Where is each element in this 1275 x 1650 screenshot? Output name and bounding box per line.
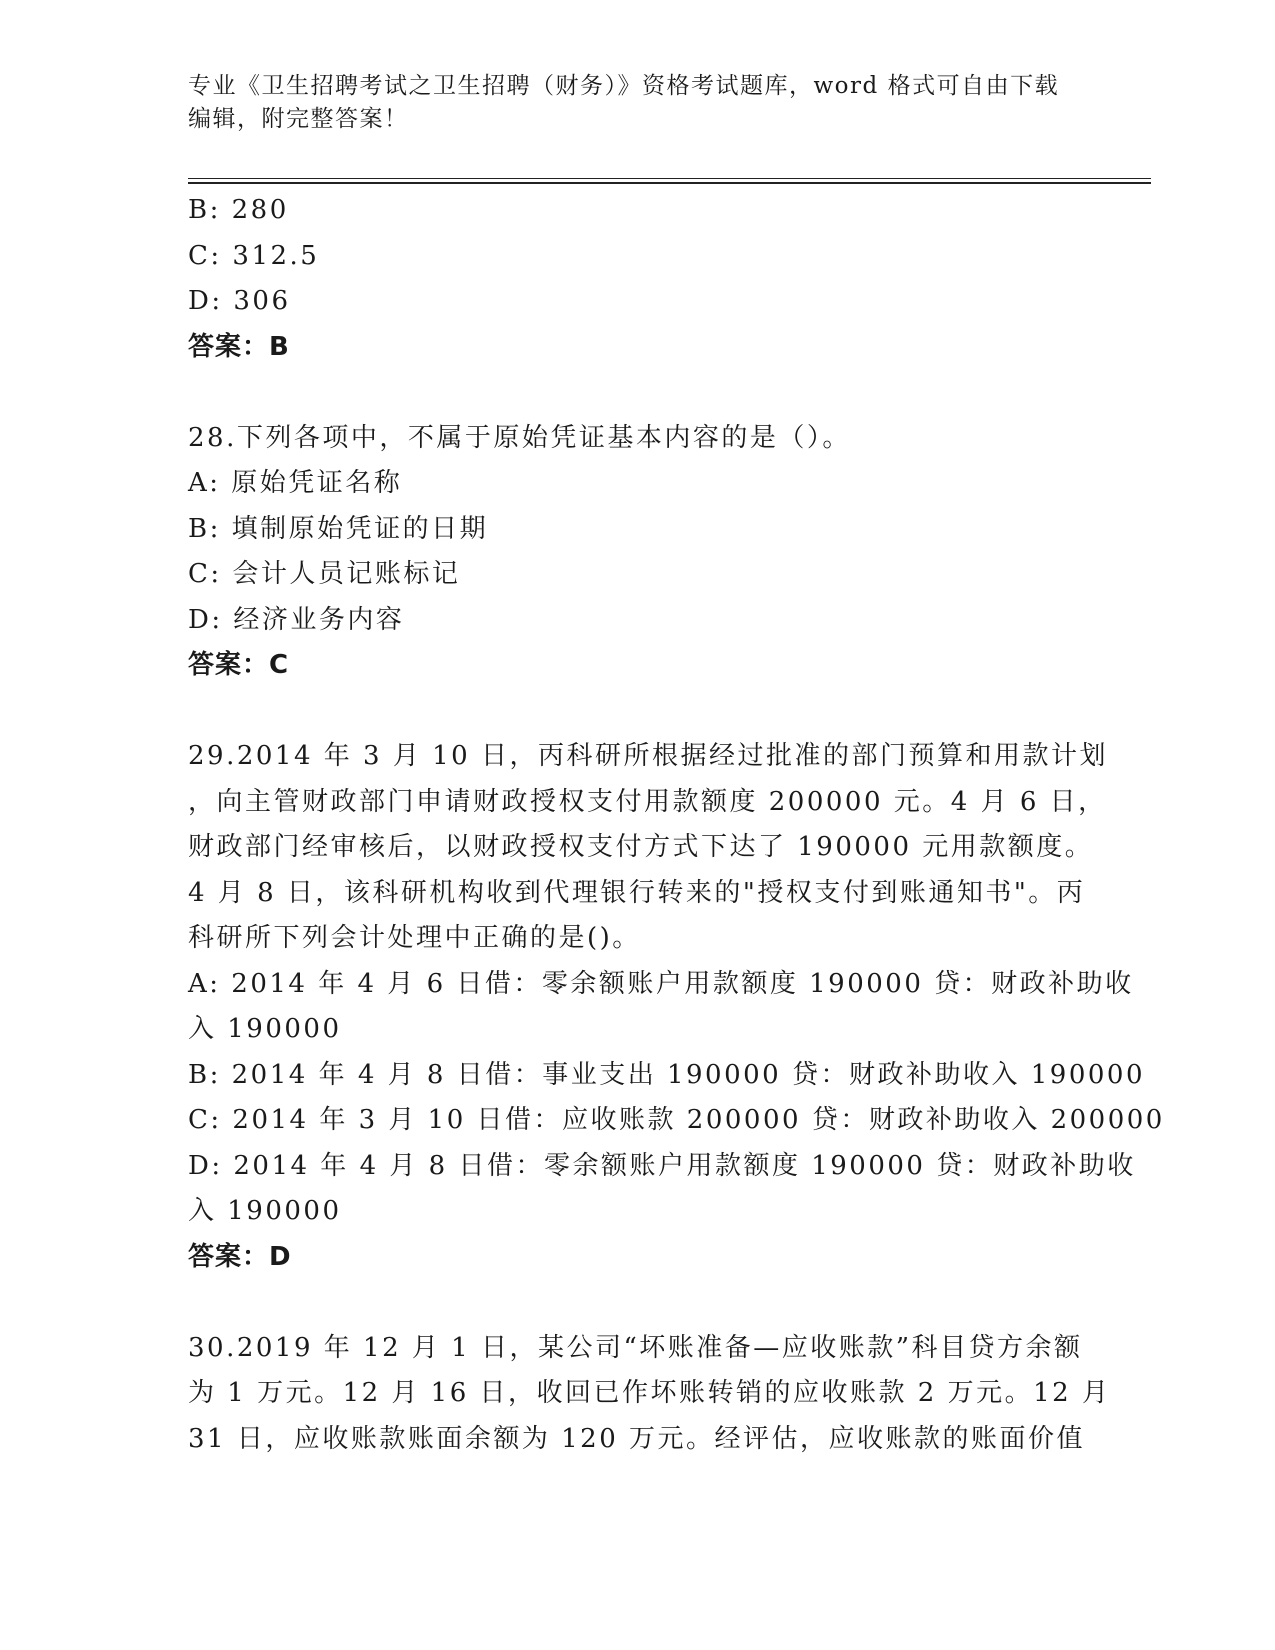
option-b: B: 填制原始凭证的日期: [188, 513, 489, 544]
question-stem-line: 财政部门经审核后，以财政授权支付方式下达了 190000 元用款额度。: [188, 832, 1094, 862]
answer-label: 答案：D: [188, 1241, 292, 1272]
option-d-line: D: 2014 年 4 月 8 日借：零余额账户用款额度 190000 贷：财政补助收: [188, 1150, 1136, 1181]
document-body: [188, 188, 1165, 1462]
option-d: D: 经济业务内容: [188, 604, 405, 635]
option-c: C: 会计人员记账标记: [188, 559, 461, 589]
option-d: D: 306: [188, 286, 291, 316]
question-28: [188, 416, 1088, 689]
option-c: C: 312.5: [188, 240, 320, 271]
question-29: [188, 734, 1165, 1280]
header-rule-thin: [188, 178, 1151, 179]
question-stem-line: 为 1 万元。12 月 16 日，收回已作坏账转销的应收账款 2 万元。12 月: [188, 1378, 1111, 1408]
option-a: A: 原始凭证名称: [188, 468, 403, 498]
spacer: [188, 1280, 1088, 1326]
option-b: B: 2014 年 4 月 8 日借：事业支出 190000 贷：财政补助收入 190000: [188, 1059, 1146, 1090]
question-stem-line: 科研所下列会计处理中正确的是()。: [188, 923, 641, 953]
header-line-2: 编辑，附完整答案！: [188, 106, 409, 132]
question-stem: 28.下列各项中，不属于原始凭证基本内容的是（）。: [188, 422, 851, 453]
question-stem-line: 4 月 8 日，该科研机构收到代理银行转来的"授权支付到账通知书"。丙: [188, 877, 1086, 908]
header-line-1: 专业《卫生招聘考试之卫生招聘（财务）》资格考试题库，word 格式可自由下载: [188, 73, 1060, 99]
answer-label: 答案：B: [188, 331, 290, 362]
question-27-tail: [188, 188, 1088, 370]
spacer: [188, 370, 1088, 416]
header-rule-thick: [188, 182, 1151, 184]
option-c: C: 2014 年 3 月 10 日借：应收账款 200000 贷：财政补助收入 200000: [188, 1105, 1165, 1135]
option-a-line: A: 2014 年 4 月 6 日借：零余额账户用款额度 190000 贷：财政补助收: [188, 968, 1134, 999]
option-d-line: 入 190000: [188, 1196, 342, 1226]
document-header: [188, 70, 1088, 136]
option-a-line: 入 190000: [188, 1014, 342, 1044]
question-stem-line: ，向主管财政部门申请财政授权支付用款额度 200000 元。4 月 6 日，: [188, 786, 1107, 817]
question-30: [188, 1326, 1111, 1463]
question-stem-line: 31 日，应收账款账面余额为 120 万元。经评估，应收账款的账面价值: [188, 1423, 1086, 1454]
spacer: [188, 689, 1088, 735]
option-b: B: 280: [188, 195, 289, 225]
question-stem-line: 30.2019 年 12 月 1 日，某公司“坏账准备—应收账款”科目贷方余额: [188, 1332, 1083, 1363]
question-stem-line: 29.2014 年 3 月 10 日，丙科研所根据经过批准的部门预算和用款计划: [188, 741, 1108, 771]
answer-label: 答案：C: [188, 650, 290, 680]
